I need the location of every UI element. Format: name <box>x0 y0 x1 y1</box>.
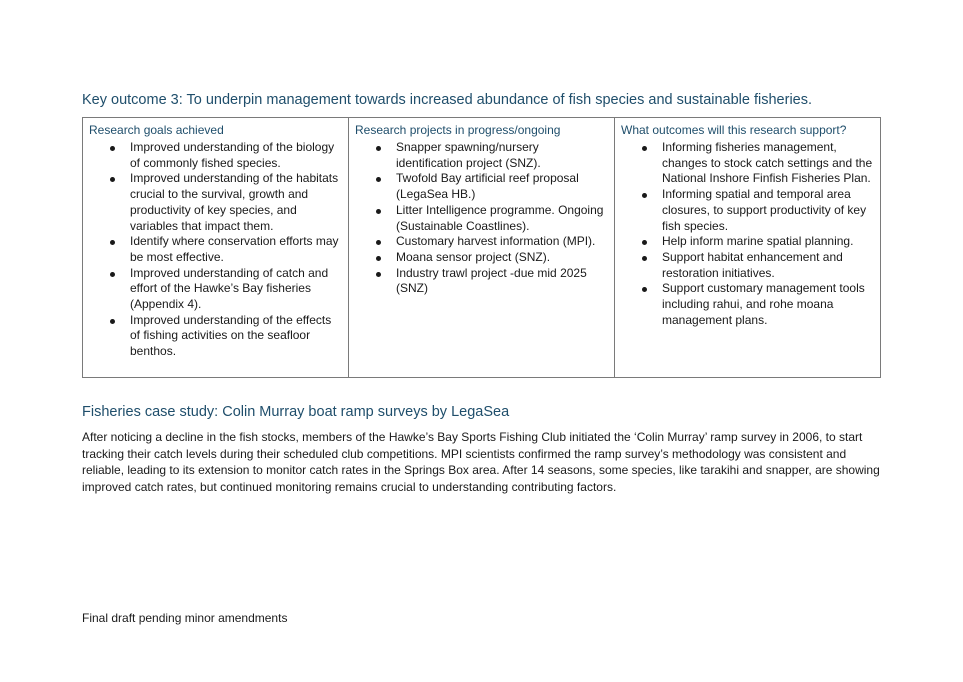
column-research-projects <box>349 118 615 377</box>
list-item <box>355 234 608 250</box>
list-item-text: Improved understanding of the effects of fishing activities on the seafloor benthos. <box>130 312 332 359</box>
bullet-icon <box>642 287 647 292</box>
bullet-icon <box>376 272 381 277</box>
list-item-text: Informing spatial and temporal area closures, to support productivity of key fish species. <box>662 187 867 233</box>
list-item-text: Improved understanding of the biology of commonly fished species. <box>130 140 335 170</box>
column-header: Research goals achieved <box>89 123 224 137</box>
bullet-list <box>89 140 342 360</box>
list-item <box>89 140 342 171</box>
list-item <box>621 234 874 250</box>
bullet-icon <box>642 193 647 198</box>
bullet-icon <box>110 272 115 277</box>
list-item-text: Moana sensor project (SNZ). <box>396 249 551 264</box>
column-research-goals <box>83 118 349 377</box>
list-item <box>355 250 608 266</box>
list-item-text: Improved understanding of catch and effort of the Hawke’s Bay fisheries (Appendix 4). <box>130 265 329 312</box>
list-item-text: Customary harvest information (MPI). <box>396 234 596 249</box>
list-item-text: Litter Intelligence programme. Ongoing (Sustainable Coastlines). <box>396 202 604 233</box>
bullet-list <box>355 140 608 297</box>
bullet-icon <box>376 177 381 182</box>
bullet-icon <box>642 256 647 261</box>
list-item-text: Improved understanding of the habitats crucial to the survival, growth and productivity of key species, and variables that impact them. <box>130 171 339 233</box>
list-item-text: Support habitat enhancement and restoration initiatives. <box>662 249 843 280</box>
bullet-icon <box>376 240 381 245</box>
column-header: Research projects in progress/ongoing <box>355 123 561 137</box>
list-item-text: Industry trawl project -due mid 2025 (SNZ) <box>396 265 587 296</box>
bullet-icon <box>642 146 647 151</box>
list-item-text: Twofold Bay artificial reef proposal (LegaSea HB.) <box>396 171 579 202</box>
bullet-icon <box>110 319 115 324</box>
case-study-body: After noticing a decline in the fish stocks, members of the Hawke’s Bay Sports Fishing Club initiated the ‘Colin Murray’ ramp survey in 2006, to start tracking their catch levels during their scheduled club competitions. MPI scientists confirmed the ramp survey’s methodology was consistent and reliable, leading to its extension to monitor catch rates in the Springs Box area. After 14 seasons, some species, like tarakihi and snapper, are showing improved catch rates, but continued monitoring remains crucial to understanding contributing factors. <box>82 430 880 495</box>
list-item <box>355 171 608 202</box>
bullet-icon <box>376 146 381 151</box>
bullet-icon <box>376 256 381 261</box>
case-study-title: Fisheries case study: Colin Murray boat ramp surveys by LegaSea <box>82 404 510 420</box>
list-item <box>89 313 342 360</box>
list-item <box>89 171 342 234</box>
key-outcome-heading: Key outcome 3: To underpin management towards increased abundance of fish species and sustainable fisheries. <box>82 92 813 108</box>
column-research-outcomes <box>615 118 880 377</box>
bullet-icon <box>642 240 647 245</box>
list-item <box>621 281 874 328</box>
list-item <box>355 266 608 297</box>
outcome-table <box>82 117 881 378</box>
column-header: What outcomes will this research support? <box>621 123 847 137</box>
bullet-list <box>621 140 874 328</box>
list-item-text: Informing fisheries management, changes to stock catch settings and the National Inshore Finfish Fisheries Plan. <box>662 140 873 186</box>
list-item <box>621 140 874 187</box>
list-item-text: Help inform marine spatial planning. <box>662 234 854 249</box>
list-item <box>355 140 608 171</box>
list-item-text: Support customary management tools including rahui, and rohe moana management plans. <box>662 281 865 327</box>
bullet-icon <box>110 146 115 151</box>
bullet-icon <box>110 240 115 245</box>
list-item <box>621 250 874 281</box>
list-item <box>621 187 874 234</box>
bullet-icon <box>376 209 381 214</box>
footer-note: Final draft pending minor amendments <box>82 611 288 625</box>
bullet-icon <box>110 177 115 182</box>
list-item <box>89 234 342 265</box>
list-item <box>89 266 342 313</box>
list-item-text: Identify where conservation efforts may be most effective. <box>130 234 339 264</box>
list-item-text: Snapper spawning/nursery identification project (SNZ). <box>396 140 541 170</box>
list-item <box>355 203 608 234</box>
